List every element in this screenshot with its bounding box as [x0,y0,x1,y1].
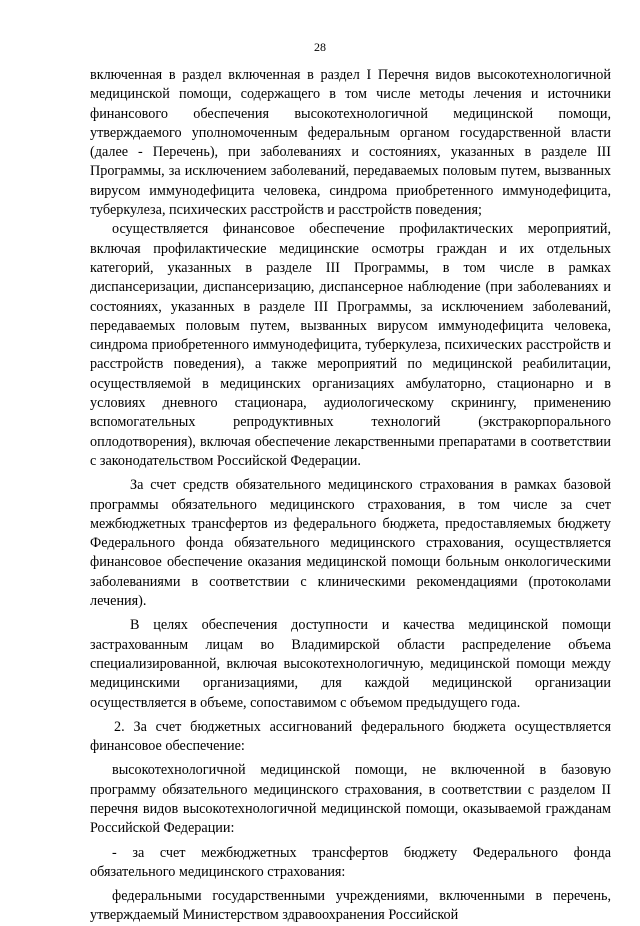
paragraph-oncology-financing: За счет средств обязательного медицинского страхования в рамках базовой программы обязательного медицинского страхования, в том числе за счет межбюджетных трансфертов из федерального бюджета, предоставляемых бюджету Федерального фонда обязательного медицинского страхования, осуществляется финансовое обеспечение оказания медицинской помощи больным онкологическими заболеваниями в соответствии с клиническими рекомендациями (протоколами лечения). [90,477,611,610]
paragraph-interbudget-transfers: - за счет межбюджетных трансфертов бюджету Федерального фонда обязательного медицинского страхования: [90,844,611,880]
paragraph-section-one-continuation: включенная в раздел включенная в раздел I Перечня видов высокотехнологичной медицинской помощи, содержащего в том числе методы лечения и источники финансового обеспечения высокотехнологичной медицинской помощи, утверждаемого уполномоченным федеральным органом государственной власти (далее - Перечень), при заболеваниях и состояниях, указанных в разделе III Программы, за исключением заболеваний, передаваемых половым путем, вызванных вирусом иммунодефицита человека, синдрома приобретенного иммунодефицита, туберкулеза, психических расстройств и расстройств поведения; [90,67,611,219]
paragraph-federal-institutions: федеральными государственными учреждениями, включенными в перечень, утверждаемый Министерством здравоохранения Российской [90,888,611,924]
document-body [90,66,611,926]
paragraph-high-tech-care: высокотехнологичной медицинской помощи, не включенной в базовую программу обязательного медицинского страхования, в соответствии с разделом II перечня видов высокотехнологичной медицинской помощи, оказываемой гражданам Российской Федерации: [90,762,611,837]
paragraph-federal-budget-item: 2. За счет бюджетных ассигнований федерального бюджета осуществляется финансовое обеспечение: [90,718,611,755]
page-number: 28 [314,40,326,54]
paragraph-preventive-measures: осуществляется финансовое обеспечение профилактических мероприятий, включая профилактические медицинские осмотры граждан и их отдельных категорий, указанных в разделе III Программы, в том числе в рамках диспансеризации, диспансеризацию, диспансерное наблюдение (при заболеваниях и состояниях, указанных в разделе III Программы, за исключением заболеваний, передаваемых половым путем, вызванных вирусом иммунодефицита человека, синдрома приобретенного иммунодефицита, туберкулеза, психических расстройств и расстройств поведения), а также мероприятий по медицинской реабилитации, осуществляемой в медицинских организациях амбулаторно, стационарно и в условиях дневного стационара, аудиологическому скринингу, применению вспомогательных репродуктивных технологий (экстракорпорального оплодотворения), включая обеспечение лекарственными препаратами в соответствии с законодательством Российской Федерации. [90,221,611,469]
paragraph-volume-distribution: В целях обеспечения доступности и качества медицинской помощи застрахованным лицам во Владимирской области распределение объема специализированной, включая высокотехнологичную, медицинской помощи между медицинскими организациями, для каждой медицинской организации осуществляется в объеме, сопоставимом с объемом предыдущего года. [90,617,611,711]
